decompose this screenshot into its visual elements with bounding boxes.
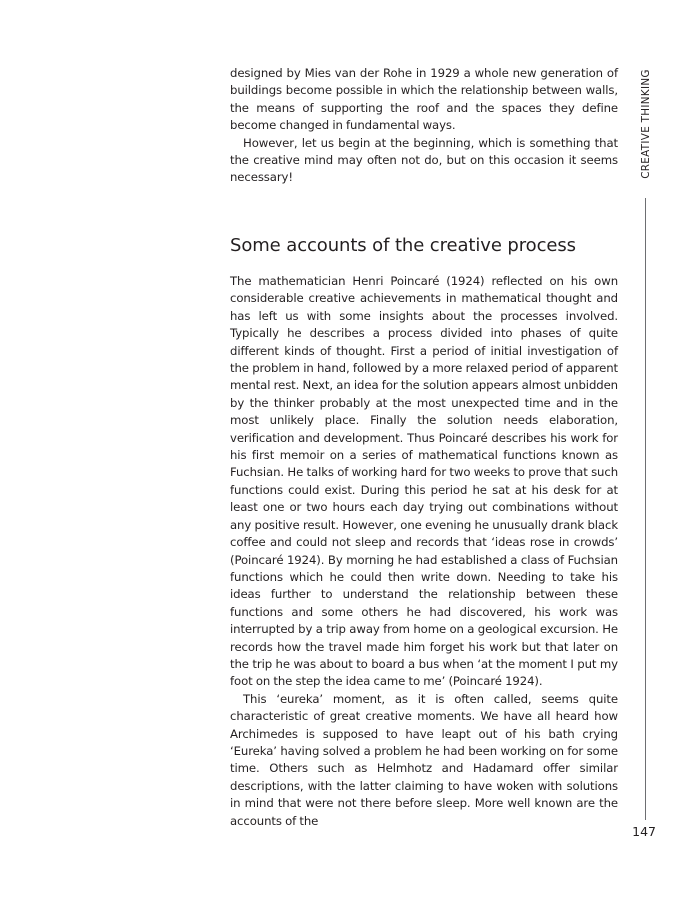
section-heading: Some accounts of the creative process (230, 235, 576, 256)
section-body (230, 273, 618, 830)
intro-paragraph-1: designed by Mies van der Rohe in 1929 a whole new generation of buildings become possible in which the relationship between walls, the means of supporting the roof and the spaces they define become changed in fundamental ways. (230, 66, 618, 133)
page-number: 147 (632, 824, 656, 839)
intro-text-block (230, 65, 618, 187)
body-paragraph-1: The mathematician Henri Poincaré (1924) reflected on his own considerable creative achievements in mathematical thought and has left us with some insights about the processes involved. Typically he describes a process divided into phases of quite different kinds of thought. First a period of initial investigation of the problem in hand, followed by a more relaxed period of apparent mental rest. Next, an idea for the solution appears almost unbidden by the thinker probably at the most unexpected time and in the most unlikely place. Finally the solution needs elaboration, verification and development. Thus Poincaré describes his work for his first memoir on a series of mathematical functions known as Fuchsian. He talks of working hard for two weeks to prove that such functions could exist. During this period he sat at his desk for at least one or two hours each day trying out combinations without any positive result. However, one evening he unusually drank black coffee and could not sleep and records that ‘ideas rose in crowds’ (Poincaré 1924). By morning he had established a class of Fuchsian functions which he could then write down. Needing to take his ideas further to understand the relationship between these functions and some others he had discovered, his work was interrupted by a trip away from home on a geological excursion. He records how the travel made him forget his work but that later on the trip he was about to board a bus when ‘at the moment I put my foot on the step the idea came to me’ (Poincaré 1924). (230, 274, 618, 689)
margin-rule (645, 198, 646, 820)
body-paragraph-2: This ‘eureka’ moment, as it is often called, seems quite characteristic of great creative moments. We have all heard how Archimedes is supposed to have leapt out of his bath crying ‘Eureka’ having solved a problem he had been working on for some time. Others such as Helmhotz and Hadamard offer similar descriptions, with the latter claiming to have woken with solutions in mind that were not there before sleep. More well known are the accounts of the (230, 691, 618, 828)
running-head-label: CREATIVE THINKING (640, 69, 652, 179)
running-head (636, 64, 656, 184)
intro-paragraph-2: However, let us begin at the beginning, which is something that the creative mind may often not do, but on this occasion it seems necessary! (230, 135, 618, 185)
